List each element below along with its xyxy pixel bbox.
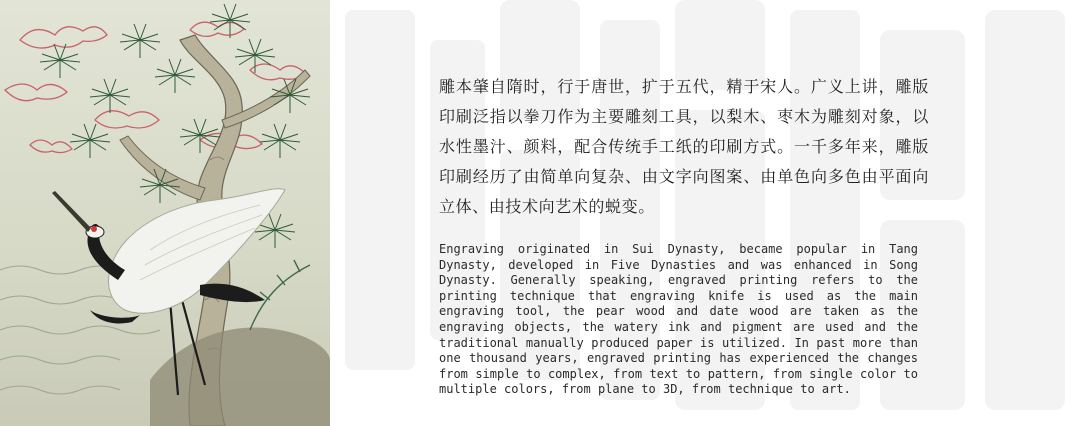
english-paragraph: Engraving originated in Sui Dynasty, became popular in Tang Dynasty, developed in Five Dynasties and was enhanced in Song Dynasty. Generally speaking, engraved printing refers to the printing technique that engraving knife is used as the main engraving tool, the pear wood and date wood are taken as the engraving objects, the watery ink and pigment are used and the traditional manually produced paper is utilized. In past more than one thousand years, engraved printing has experienced the changes from simple to complex, from text to pattern, from single color to multiple colors, from plane to 3D, from technique to art. [439,242,918,397]
crane-pine-painting [0,0,330,426]
chinese-paragraph: 雕本肇自隋时，行于唐世，扩于五代，精于宋人。广义上讲，雕版印刷泛指以拳刀作为主要雕刻工具，以梨木、枣木为雕刻对象，以水性墨汁、颜料，配合传统手工纸的印刷方式。一千多年来，雕版印刷经历了由简单向复杂、由文字向图案、由单色向多色由平面向立体、由技术向艺术的蜕变。 [439,77,929,216]
painting-illustration [0,0,330,426]
